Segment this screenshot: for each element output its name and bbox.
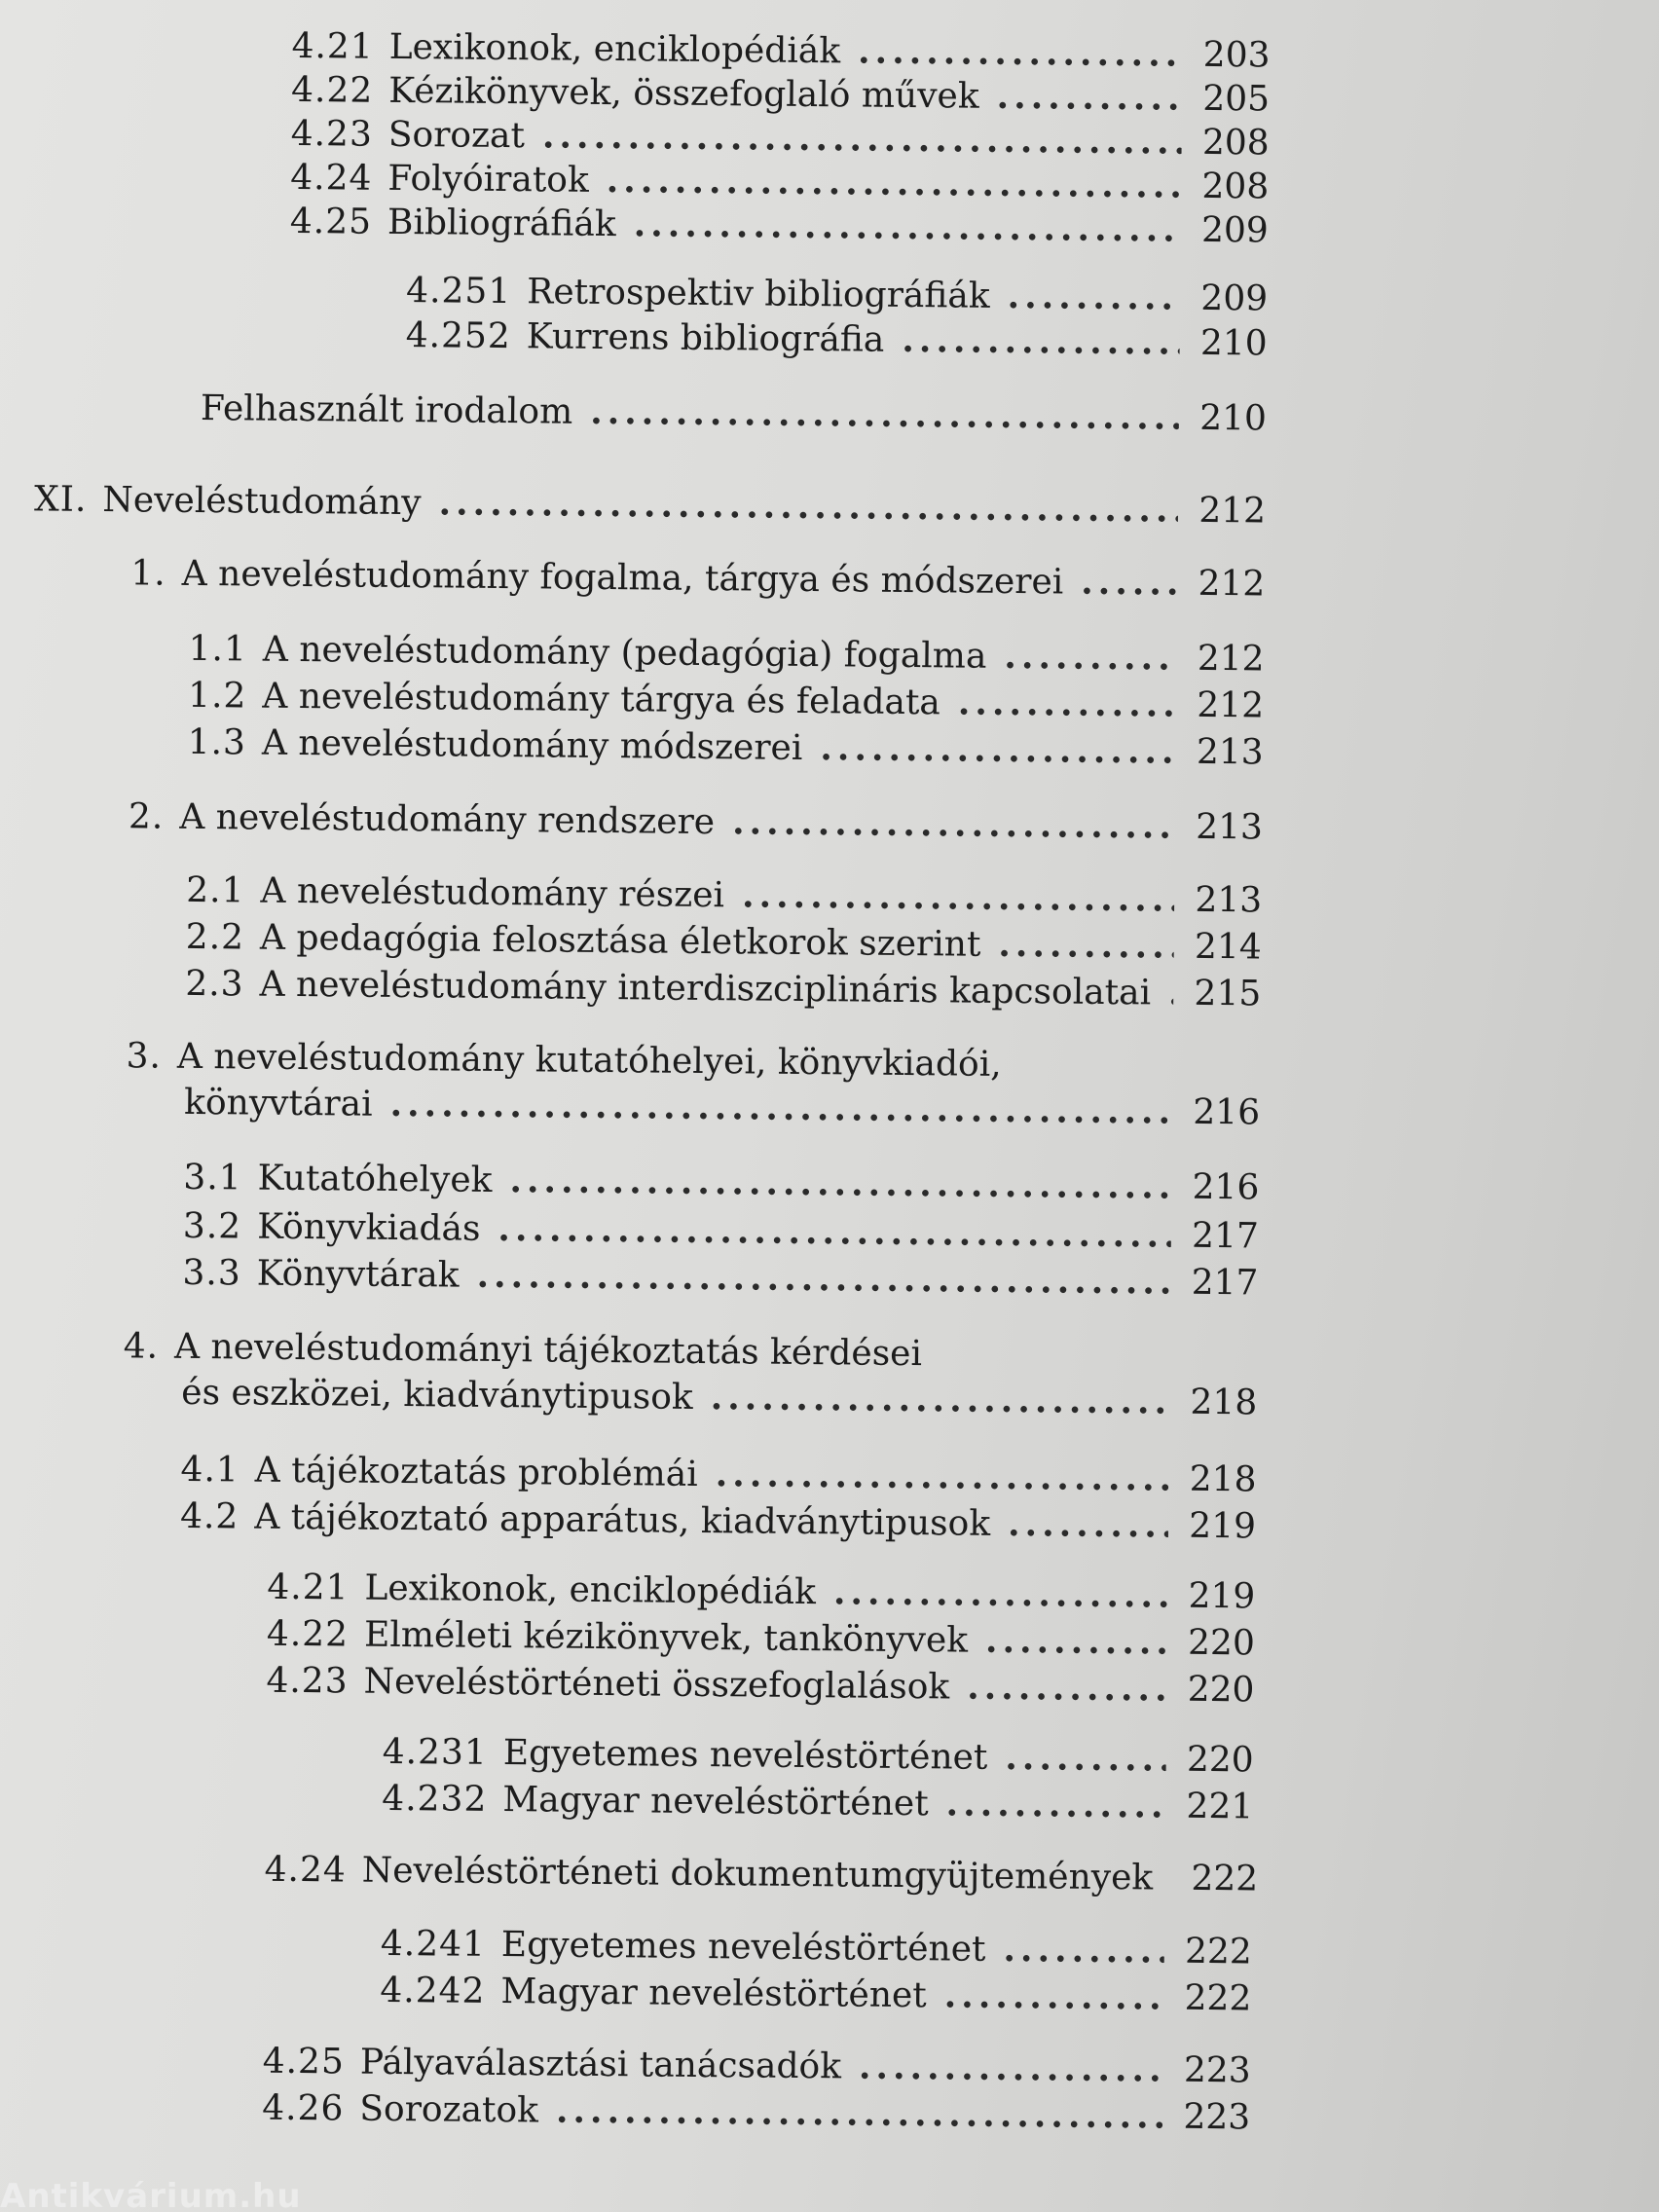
dot-leader	[607, 159, 1182, 207]
dot-leader	[858, 29, 1183, 75]
dot-leader	[985, 1619, 1167, 1664]
toc-entry-line[interactable]	[126, 1035, 1001, 1087]
entry-number: XI.	[33, 479, 88, 520]
page-number: 222	[1191, 1858, 1259, 1899]
entry-title: A neveléstudomány tárgya és feladata	[262, 676, 941, 723]
dot-leader	[1007, 275, 1180, 319]
dot-leader	[1081, 561, 1177, 605]
entry-title: Lexikonok, enciklopédiák	[364, 1567, 817, 1613]
entry-title: Könyvtárak	[256, 1253, 460, 1296]
page-number: 220	[1186, 1739, 1254, 1781]
entry-number: 3.2	[182, 1205, 242, 1247]
toc-entry[interactable]	[380, 1969, 1251, 2021]
page-number: 219	[1188, 1575, 1256, 1617]
entry-number: 4.25	[289, 201, 373, 242]
dot-leader	[967, 1666, 1167, 1711]
entry-number: 4.24	[264, 1849, 347, 1891]
page-number: 216	[1193, 1091, 1261, 1133]
toc-entry[interactable]	[266, 1659, 1254, 1713]
dot-leader	[711, 1376, 1170, 1423]
toc-entry[interactable]	[262, 2040, 1250, 2093]
entry-number: 4.1	[180, 1449, 240, 1491]
entry-number: 4.251	[405, 271, 512, 313]
dot-leader	[945, 1782, 1165, 1826]
entry-title: Könyvkiadás	[256, 1206, 481, 1249]
entry-number: 4.23	[266, 1660, 349, 1702]
entry-title: Sorozat	[387, 114, 526, 157]
entry-number: 4.2	[179, 1495, 240, 1537]
entry-title: A neveléstudomány interdiszciplináris kapcsolatai	[259, 964, 1152, 1014]
dot-leader	[389, 1083, 1172, 1133]
dot-leader	[716, 1453, 1169, 1499]
toc-entry[interactable]	[129, 794, 1263, 849]
entry-number: 3.	[126, 1036, 163, 1077]
entry-number: 4.232	[382, 1778, 488, 1820]
page-number: 223	[1183, 2049, 1251, 2091]
toc-entry[interactable]	[182, 1251, 1258, 1306]
page-number: 210	[1199, 397, 1268, 439]
entry-title: A pedagógia felosztása életkorok szerint	[259, 917, 981, 965]
entry-title: A neveléstudomány részei	[260, 870, 725, 916]
entry-title: Neveléstörténeti összefoglalások	[363, 1661, 950, 1708]
entry-title: Magyar neveléstörténet	[502, 1780, 929, 1825]
entry-title: A neveléstudomány (pedagógia) fogalma	[262, 629, 987, 677]
page-number: 209	[1200, 209, 1269, 251]
dot-leader	[1168, 972, 1174, 1014]
entry-title: A tájékoztató apparátus, kiadványtipusok	[254, 1496, 991, 1544]
dot-leader	[859, 2046, 1163, 2091]
entry-title: Felhasznált irodalom	[200, 387, 573, 432]
entry-number: 4.21	[291, 25, 374, 67]
page-number: 219	[1189, 1505, 1257, 1547]
entry-title: Neveléstudomány	[102, 480, 422, 524]
page-number: 215	[1194, 973, 1262, 1014]
entry-title: Lexikonok, enciklopédiák	[388, 26, 841, 72]
toc-entry[interactable]	[405, 313, 1267, 365]
toc-entry[interactable]	[183, 1204, 1259, 1259]
entry-number: 4.26	[262, 2087, 345, 2129]
entry-number: 2.3	[185, 963, 244, 1005]
dot-leader	[1008, 1502, 1168, 1547]
toc-entry-bibliography[interactable]	[201, 387, 1267, 441]
page-number: 220	[1187, 1669, 1255, 1711]
entry-title: Kurrens bibliográfia	[526, 316, 885, 360]
page-number: 217	[1191, 1215, 1260, 1257]
page-number: 214	[1194, 926, 1262, 968]
toc-entry[interactable]	[267, 1612, 1255, 1666]
entry-title: Pályaválasztási tanácsadók	[359, 2042, 842, 2087]
page-number: 216	[1192, 1166, 1260, 1208]
page-number: 212	[1197, 684, 1265, 726]
entry-title: Sorozatok	[359, 2088, 539, 2131]
entry-number: 2.2	[185, 916, 245, 958]
entry-title: A tájékoztatás problémái	[254, 1450, 698, 1494]
entry-number: 4.22	[290, 69, 374, 111]
entry-number: 1.	[130, 553, 166, 594]
page-number: 213	[1196, 731, 1264, 773]
dot-leader	[590, 390, 1179, 439]
toc-entry[interactable]	[264, 1848, 1259, 1901]
entry-number: 1.2	[187, 675, 247, 717]
entry-title: Kézikönyvek, összefoglaló művek	[388, 70, 979, 117]
toc-entry-continuation[interactable]	[184, 1081, 1260, 1135]
entry-number: 4.	[123, 1326, 160, 1367]
entry-number: 1.1	[188, 628, 248, 670]
entry-title: Retrospektiv bibliográfiák	[527, 272, 990, 316]
entry-title: Elméleti kézikönyvek, tankönyvek	[363, 1614, 969, 1661]
page-number: 210	[1199, 322, 1268, 364]
entry-number: 4.25	[262, 2041, 346, 2083]
dot-leader	[998, 923, 1174, 968]
page-number: 221	[1186, 1786, 1254, 1827]
page-number: 212	[1198, 563, 1266, 605]
entry-number: 3.3	[182, 1252, 241, 1294]
page-number: 213	[1195, 806, 1264, 848]
dot-leader	[633, 203, 1181, 250]
entry-number: 4.231	[382, 1731, 489, 1773]
entry-number: 4.21	[267, 1567, 350, 1608]
toc-entry[interactable]	[382, 1777, 1253, 1829]
dot-leader	[476, 1254, 1170, 1304]
entry-title: és eszközei, kiadványtipusok	[181, 1372, 693, 1418]
dot-leader	[556, 2089, 1163, 2138]
page-number: 222	[1184, 1977, 1252, 2019]
entry-number: 4.24	[290, 157, 373, 199]
dot-leader	[498, 1207, 1171, 1257]
entry-title: A neveléstudomány rendszere	[179, 796, 716, 843]
dot-leader	[1005, 1736, 1166, 1781]
dot-leader	[542, 114, 1182, 163]
watermark: Antikvárium.hu	[0, 2177, 302, 2212]
page-number: 217	[1191, 1262, 1259, 1304]
entry-title: A neveléstudomány módszerei	[261, 722, 803, 768]
toc-entry[interactable]	[262, 2086, 1250, 2140]
page-number: 223	[1183, 2096, 1251, 2138]
page-number: 218	[1189, 1458, 1257, 1500]
dot-leader	[996, 75, 1182, 120]
entry-title: Folyóiratok	[387, 158, 589, 201]
entry-title: Neveléstörténeti dokumentumgyüjtemények	[361, 1850, 1154, 1899]
toc-entry[interactable]	[381, 1922, 1252, 1974]
dot-leader	[1004, 635, 1177, 680]
dot-leader	[438, 481, 1178, 531]
entry-number: 4.242	[380, 1970, 486, 2011]
page-number: 212	[1198, 490, 1267, 532]
dot-leader	[944, 1973, 1164, 2018]
page-number: 208	[1201, 122, 1270, 164]
entry-title: Kutatóhelyek	[257, 1158, 493, 1200]
page-number: 212	[1197, 638, 1265, 680]
page-number: 208	[1201, 166, 1270, 207]
toc-entry[interactable]	[130, 551, 1265, 606]
entry-number: 1.3	[187, 721, 247, 763]
toc-entry[interactable]	[185, 962, 1261, 1016]
dot-leader	[958, 681, 1177, 725]
toc-entry[interactable]	[180, 1448, 1256, 1502]
entry-number: 3.1	[183, 1157, 242, 1198]
toc-entry[interactable]	[406, 269, 1268, 320]
toc-entry[interactable]	[183, 1156, 1259, 1210]
page-number: 222	[1184, 1931, 1253, 1972]
toc-entry[interactable]	[383, 1730, 1254, 1783]
entry-number: 4.241	[380, 1923, 487, 1965]
entry-title: A neveléstudomány kutatóhelyei, könyvkiadói,	[176, 1036, 1002, 1085]
entry-number: 4.23	[290, 113, 374, 155]
entry-title: Egyetemes neveléstörténet	[500, 1925, 986, 1970]
dot-leader	[509, 1159, 1171, 1208]
dot-leader	[820, 726, 1176, 773]
page-number: 218	[1190, 1382, 1258, 1423]
entry-number: 4.252	[405, 315, 511, 357]
entry-title: Bibliográfiák	[387, 202, 616, 245]
toc-entry-continuation[interactable]	[181, 1371, 1257, 1425]
entry-title: A neveléstudomány fogalma, tárgya és módszerei	[181, 553, 1064, 603]
page-number: 220	[1187, 1622, 1256, 1664]
entry-title: Magyar neveléstörténet	[500, 1972, 927, 2016]
toc-entry[interactable]	[186, 915, 1262, 970]
dot-leader	[742, 873, 1175, 920]
entry-number: 2.	[128, 796, 165, 837]
page-number: 203	[1202, 34, 1271, 76]
dot-leader	[833, 1570, 1168, 1616]
toc-entry[interactable]	[188, 674, 1264, 728]
chapter-heading[interactable]	[34, 477, 1266, 533]
entry-number: 4.22	[266, 1613, 350, 1655]
entry-title: könyvtárai	[183, 1082, 373, 1124]
dot-leader	[732, 800, 1175, 847]
dot-leader	[902, 318, 1180, 364]
toc-entry[interactable]	[290, 200, 1269, 253]
toc-entry[interactable]	[187, 720, 1263, 775]
entry-title: Egyetemes neveléstörténet	[502, 1733, 988, 1778]
toc-entry[interactable]	[180, 1494, 1256, 1549]
entry-number: 2.1	[186, 869, 245, 911]
toc-entry-line[interactable]	[124, 1325, 923, 1376]
entry-title: A neveléstudományi tájékoztatás kérdései	[173, 1326, 923, 1375]
toc-entry[interactable]	[267, 1566, 1255, 1619]
dot-leader	[1003, 1928, 1164, 1972]
toc-entry[interactable]	[188, 627, 1264, 682]
page-number: 213	[1195, 879, 1263, 921]
page-number: 209	[1200, 277, 1269, 319]
page-number: 205	[1202, 78, 1271, 120]
toc-entry[interactable]	[186, 868, 1262, 923]
